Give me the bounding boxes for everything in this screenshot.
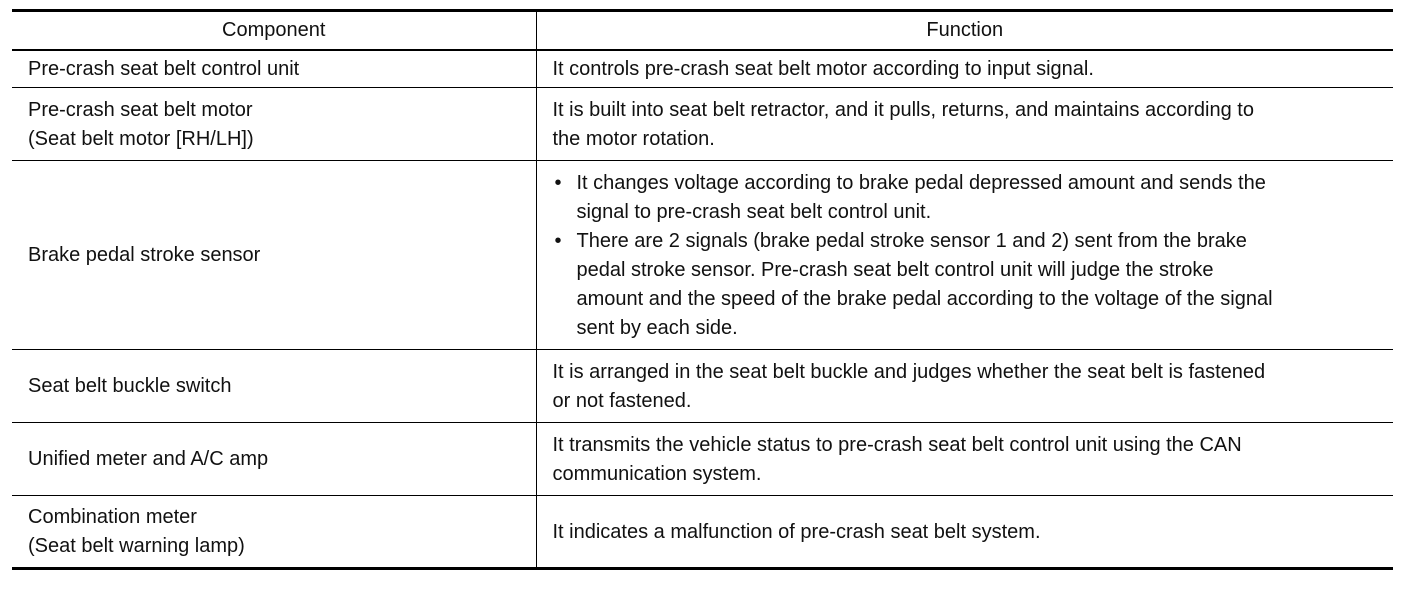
function-cell [536, 161, 1393, 350]
component-cell [12, 423, 536, 496]
header-row [12, 11, 1393, 51]
bullet-text: There are 2 signals (brake pedal stroke sensor 1 and 2) sent from the brake [576, 229, 1247, 252]
table-row [12, 423, 1393, 496]
bullet-text: It changes voltage according to brake pedal depressed amount and sends the [576, 171, 1266, 194]
bullet-text: amount and the speed of the brake pedal according to the voltage of the signal [576, 287, 1273, 310]
header-function: Function [536, 11, 1393, 51]
component-cell [12, 50, 536, 88]
function-text: It indicates a malfunction of pre-crash seat belt system. [552, 520, 1041, 543]
component-text: Pre-crash seat belt motor [28, 98, 253, 121]
bullet-item [553, 227, 1378, 343]
component-text: (Seat belt motor [RH/LH]) [28, 127, 254, 150]
bullet-icon: • [554, 229, 562, 252]
function-cell [536, 423, 1393, 496]
component-text: Combination meter [28, 506, 197, 528]
function-cell [536, 496, 1393, 569]
function-cell [536, 50, 1393, 88]
function-text: communication system. [552, 462, 762, 485]
component-text: Brake pedal stroke sensor [28, 244, 261, 266]
component-text: Seat belt buckle switch [28, 375, 232, 397]
bullet-icon: • [554, 171, 562, 194]
bullet-text: signal to pre-crash seat belt control unit. [576, 200, 932, 223]
function-text: It is arranged in the seat belt buckle and judges whether the seat belt is fastened [552, 360, 1266, 383]
function-text: It transmits the vehicle status to pre-crash seat belt control unit using the CAN [552, 433, 1242, 456]
function-text: or not fastened. [552, 389, 692, 412]
component-cell [12, 88, 536, 161]
component-text: Pre-crash seat belt control unit [28, 58, 300, 80]
table-row [12, 496, 1393, 569]
component-cell [12, 350, 536, 423]
component-function-table [12, 9, 1393, 570]
table-row [12, 88, 1393, 161]
table-row [12, 161, 1393, 350]
function-text: It controls pre-crash seat belt motor according to input signal. [552, 58, 1094, 80]
function-text: the motor rotation. [552, 127, 715, 150]
component-cell [12, 161, 536, 350]
component-text: (Seat belt warning lamp) [28, 535, 245, 557]
table-row [12, 50, 1393, 88]
function-bullet-list [553, 169, 1378, 343]
header-component: Component [222, 19, 326, 41]
table-row [12, 350, 1393, 423]
bullet-text: pedal stroke sensor. Pre-crash seat belt control unit will judge the stroke [576, 258, 1214, 281]
function-cell [536, 88, 1393, 161]
function-text: It is built into seat belt retractor, and it pulls, returns, and maintains according to [552, 98, 1254, 121]
component-text: Unified meter and A/C amp [28, 448, 269, 470]
bullet-text: sent by each side. [576, 316, 738, 339]
component-cell [12, 496, 536, 569]
bullet-item [553, 169, 1378, 227]
function-cell [536, 350, 1393, 423]
